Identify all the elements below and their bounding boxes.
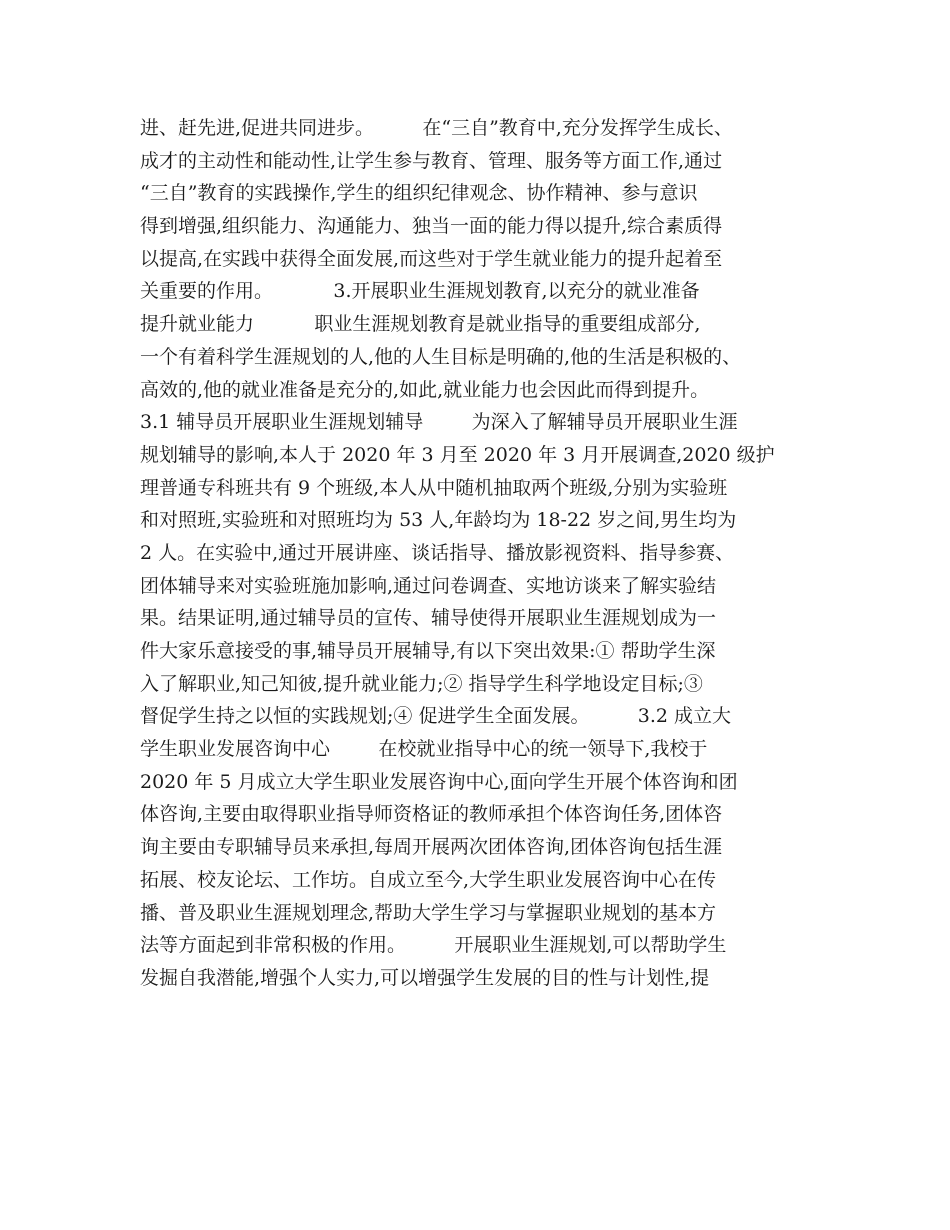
text-line: 高效的,他的就业准备是充分的,如此,就业能力也会因此而得到提升。 — [140, 378, 710, 401]
text-line: 2 人。在实验中,通过开展讲座、谈话指导、播放影视资料、指导参赛、 — [140, 541, 735, 564]
text-line: 关重要的作用。 3.开展职业生涯规划教育,以充分的就业准备 — [140, 280, 700, 303]
text-line: 以提高,在实践中获得全面发展,而这些对于学生就业能力的提升起着至 — [140, 247, 723, 270]
text-line: 拓展、校友论坛、工作坊。自成立至今,大学生职业发展咨询中心在传 — [140, 868, 717, 891]
text-line: 入了解职业,知己知彼,提升就业能力;② 指导学生科学地设定目标;③ — [140, 672, 703, 695]
text-line: 发掘自我潜能,增强个人实力,可以增强学生发展的目的性与计划性,提 — [140, 966, 710, 989]
text-line: 法等方面起到非常积极的作用。 开展职业生涯规划,可以帮助学生 — [140, 934, 727, 957]
text-line: 询主要由专职辅导员来承担,每周开展两次团体咨询,团体咨询包括生涯 — [140, 836, 723, 859]
text-line: 进、赶先进,促进共同进步。 在“三自”教育中,充分发挥学生成长、 — [140, 117, 733, 139]
text-line: 学生职业发展咨询中心 在校就业指导中心的统一领导下,我校于 — [140, 738, 708, 761]
text-line: 播、普及职业生涯规划理念,帮助大学生学习与掌握职业规划的基本方 — [140, 901, 717, 924]
text-line: 体咨询,主要由取得职业指导师资格证的教师承担个体咨询任务,团体咨 — [140, 803, 723, 826]
text-line: 团体辅导来对实验班施加影响,通过问卷调查、实地访谈来了解实验结 — [140, 574, 717, 597]
text-line: 督促学生持之以恒的实践规划;④ 促进学生全面发展。 3.2 成立大 — [140, 705, 732, 728]
text-line: 规划辅导的影响,本人于 2020 年 3 月至 2020 年 3 月开展调查,2020 级护 — [140, 443, 775, 466]
text-line: 成才的主动性和能动性,让学生参与教育、管理、服务等方面工作,通过 — [140, 149, 723, 172]
text-line: 得到增强,组织能力、沟通能力、独当一面的能力得以提升,综合素质得 — [140, 215, 723, 238]
text-line: 2020 年 5 月成立大学生职业发展咨询中心,面向学生开展个体咨询和团 — [140, 770, 738, 793]
text-line: 一个有着科学生涯规划的人,他的人生目标是明确的,他的生活是积极的、 — [140, 345, 742, 368]
text-line: 提升就业能力 职业生涯规划教育是就业指导的重要组成部分, — [140, 313, 701, 336]
text-line: 果。结果证明,通过辅导员的宣传、辅导使得开展职业生涯规划成为一 — [140, 607, 717, 630]
text-line: 理普通专科班共有 9 个班级,本人从中随机抽取两个班级,分别为实验班 — [140, 476, 728, 499]
text-line: “三自”教育的实践操作,学生的组织纪律观念、协作精神、参与意识 — [140, 182, 698, 205]
text-line: 3.1 辅导员开展职业生涯规划辅导 为深入了解辅导员开展职业生涯 — [140, 411, 738, 434]
text-line: 件大家乐意接受的事,辅导员开展辅导,有以下突出效果:① 帮助学生深 — [140, 640, 716, 662]
body-text — [140, 112, 820, 995]
text-line: 和对照班,实验班和对照班均为 53 人,年龄均为 18-22 岁之间,男生均为 — [140, 509, 737, 532]
